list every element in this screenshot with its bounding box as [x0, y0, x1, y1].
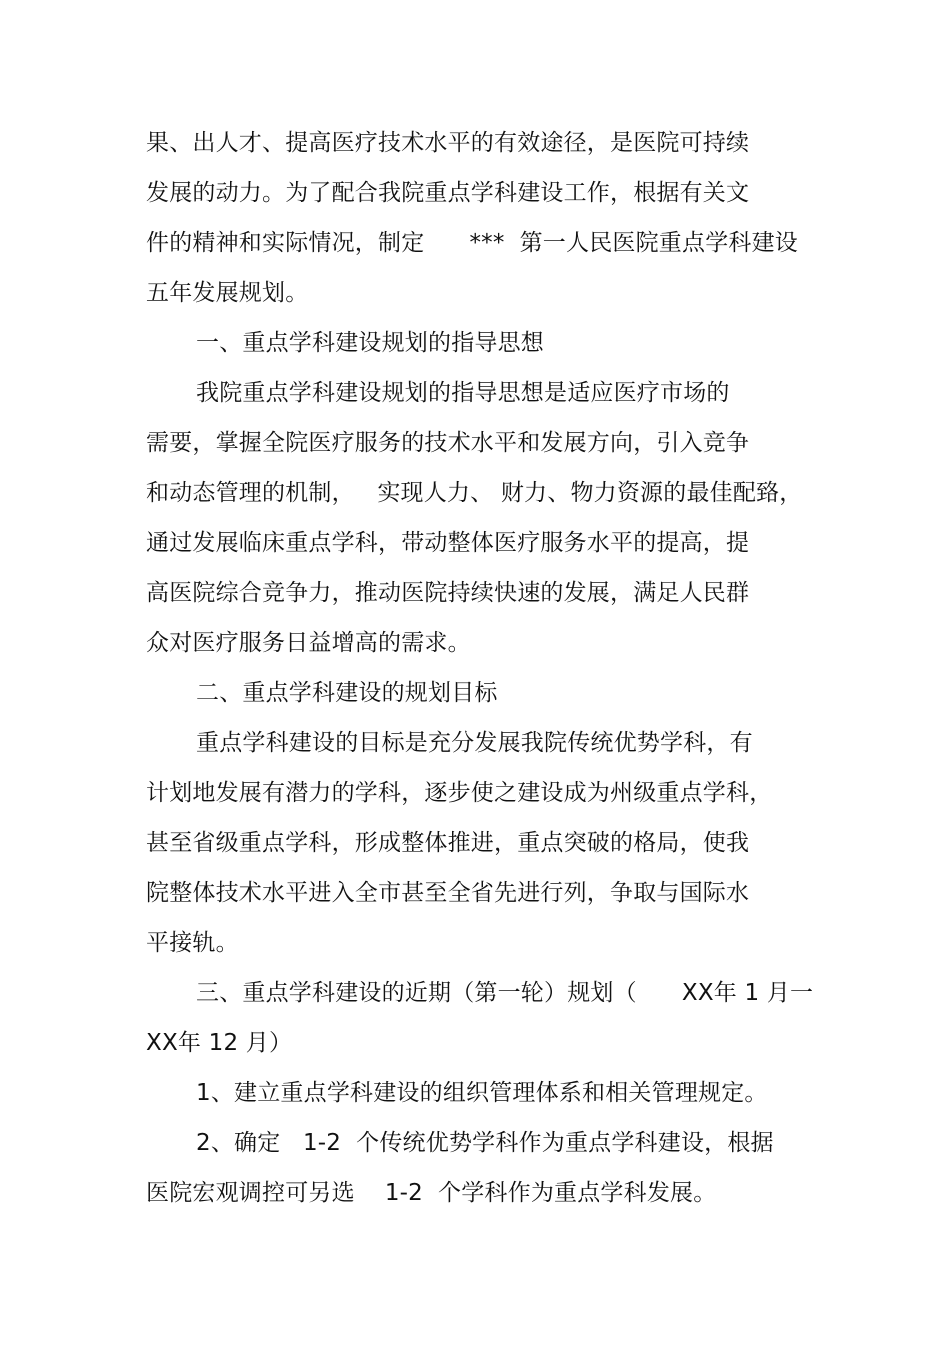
paragraph-line: 发展的动力。为了配合我院重点学科建设工作，根据有关文 [146, 180, 750, 206]
paragraph-line: 众对医疗服务日益增高的需求。 [146, 630, 471, 656]
list-item: 1、建立重点学科建设的组织管理体系和相关管理规定。 [196, 1080, 768, 1106]
paragraph-line: 平接轨。 [146, 930, 239, 956]
paragraph-line: 院整体技术水平进入全市甚至全省先进行列，争取与国际水 [146, 880, 750, 906]
paragraph-line: 计划地发展有潜力的学科，逐步使之建设成为州级重点学科， [146, 780, 773, 806]
section-heading: 三、重点学科建设的近期（第一轮）规划（ XX年 1 月一 [196, 980, 814, 1006]
paragraph-line: 重点学科建设的目标是充分发展我院传统优势学科，有 [196, 730, 753, 756]
section-heading: 一、重点学科建设规划的指导思想 [196, 330, 544, 356]
paragraph-line: XX年 12 月） [146, 1030, 293, 1056]
list-item: 2、确定 1-2 个传统优势学科作为重点学科建设，根据 [196, 1130, 774, 1156]
paragraph-line: 甚至省级重点学科，形成整体推进，重点突破的格局，使我 [146, 830, 750, 856]
paragraph-line: 需要，掌握全院医疗服务的技术水平和发展方向，引入竞争 [146, 430, 750, 456]
section-heading: 二、重点学科建设的规划目标 [196, 680, 498, 706]
paragraph-line: 医院宏观调控可另选 1-2 个学科作为重点学科发展。 [146, 1180, 717, 1206]
paragraph-line: 果、出人才、提高医疗技术水平的有效途径，是医院可持续 [146, 130, 750, 156]
paragraph-line: 通过发展临床重点学科，带动整体医疗服务水平的提高，提 [146, 530, 750, 556]
paragraph-line: 五年发展规划。 [146, 280, 309, 306]
paragraph-line: 高医院综合竞争力，推动医院持续快速的发展，满足人民群 [146, 580, 750, 606]
paragraph-line: 我院重点学科建设规划的指导思想是适应医疗市场的 [196, 380, 730, 406]
paragraph-line: 件的精神和实际情况，制定 *** 第一人民医院重点学科建设 [146, 230, 798, 256]
paragraph-line: 和动态管理的机制， 实现人力、 财力、物力资源的最佳配臵， [146, 480, 803, 506]
